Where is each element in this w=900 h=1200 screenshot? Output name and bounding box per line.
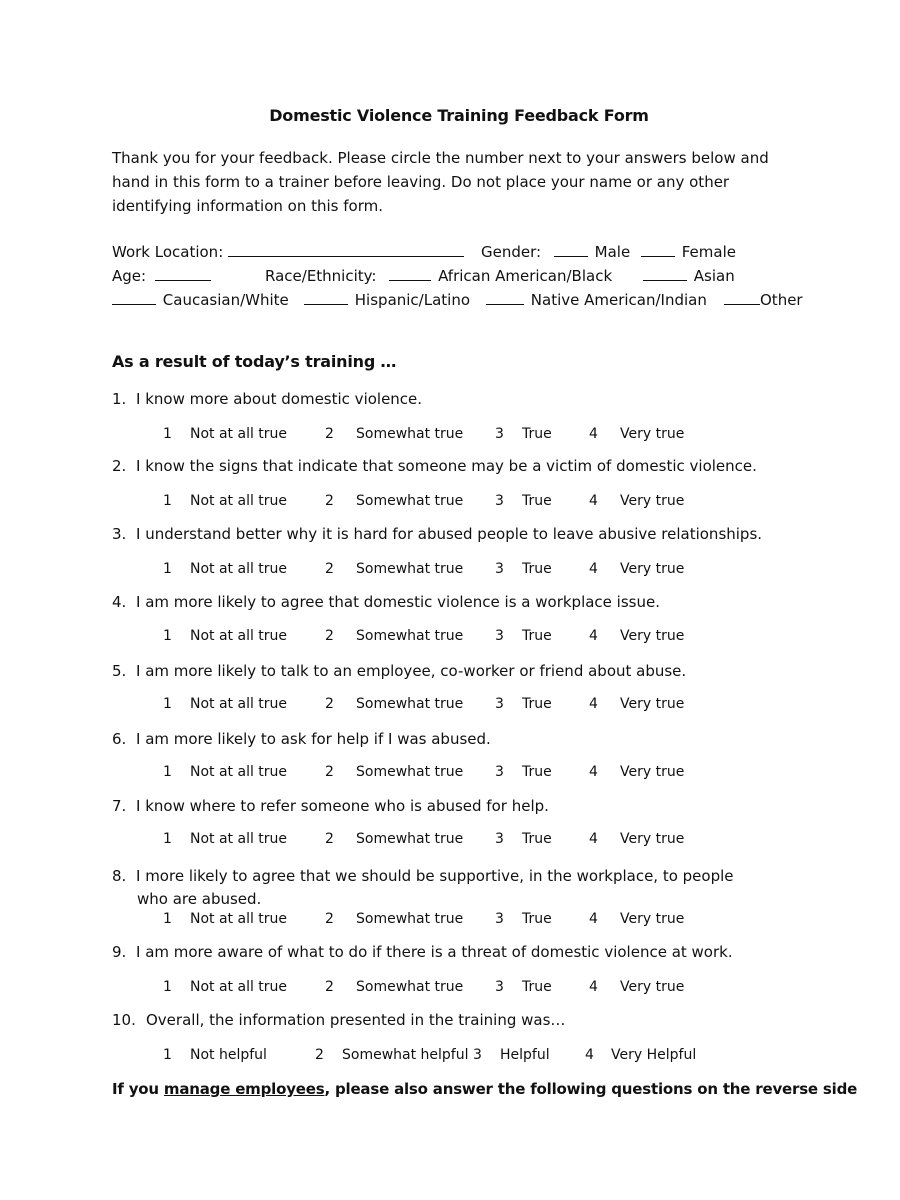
- rating-label-1: Not at all true: [190, 426, 288, 442]
- question-number: 2.: [112, 457, 127, 475]
- rating-option-1[interactable]: 1: [163, 979, 172, 995]
- rating-label-3: True: [522, 696, 552, 712]
- rating-option-1[interactable]: 1: [163, 1047, 172, 1063]
- rating-option-3[interactable]: 3: [495, 911, 504, 927]
- rating-option-1[interactable]: 1: [163, 493, 172, 509]
- rating-option-2[interactable]: 2: [315, 1047, 324, 1063]
- rating-label-1: Not at all true: [190, 696, 288, 712]
- question-number: 10.: [112, 1011, 136, 1029]
- note-suffix: , please also answer the following questions on the reverse side: [324, 1080, 858, 1098]
- rating-option-4[interactable]: 4: [589, 831, 598, 847]
- female-blank[interactable]: [641, 242, 675, 257]
- african-american-label: African American/Black: [438, 267, 613, 285]
- rating-label-1: Not at all true: [190, 911, 288, 927]
- asian-blank[interactable]: [643, 266, 687, 281]
- rating-option-3[interactable]: 3: [495, 764, 504, 780]
- question-number: 7.: [112, 797, 127, 815]
- rating-scale-5: [0, 696, 900, 716]
- question-1: [112, 390, 422, 408]
- question-3: [112, 525, 762, 543]
- rating-scale-3: [0, 561, 900, 581]
- question-text: I know more about domestic violence.: [136, 390, 423, 408]
- male-blank[interactable]: [554, 242, 588, 257]
- rating-option-1[interactable]: 1: [163, 831, 172, 847]
- male-label: Male: [594, 243, 631, 261]
- rating-label-2: Somewhat true: [356, 426, 464, 442]
- rating-scale-1: [0, 426, 900, 446]
- question-number: 6.: [112, 730, 127, 748]
- rating-option-3[interactable]: 3: [495, 493, 504, 509]
- rating-option-2[interactable]: 2: [325, 696, 334, 712]
- rating-label-4: Very true: [620, 764, 685, 780]
- rating-option-4[interactable]: 4: [585, 1047, 594, 1063]
- rating-label-2: Somewhat true: [356, 911, 464, 927]
- rating-label-4: Very true: [620, 831, 685, 847]
- gender-label: Gender:: [481, 243, 542, 261]
- rating-label-1: Not at all true: [190, 831, 288, 847]
- question-text: I more likely to agree that we should be supportive, in the workplace, to people: [136, 867, 734, 885]
- question-number: 8.: [112, 867, 127, 885]
- rating-label-2: Somewhat helpful: [342, 1047, 469, 1063]
- rating-label-3: True: [522, 628, 552, 644]
- asian-label: Asian: [693, 267, 735, 285]
- rating-option-3[interactable]: 3: [495, 628, 504, 644]
- hispanic-option: [304, 290, 470, 309]
- rating-label-1: Not at all true: [190, 764, 288, 780]
- age-field[interactable]: [155, 266, 211, 281]
- rating-option-3[interactable]: 3: [495, 561, 504, 577]
- question-text: Overall, the information presented in the training was…: [146, 1011, 566, 1029]
- question-9: [112, 943, 733, 961]
- rating-scale-4: [0, 628, 900, 648]
- rating-scale-9: [0, 979, 900, 999]
- caucasian-blank[interactable]: [112, 290, 156, 305]
- question-7: [112, 797, 549, 815]
- age-row: [112, 266, 213, 285]
- question-text-continued: who are abused.: [137, 890, 262, 908]
- rating-scale-2: [0, 493, 900, 513]
- form-title: Domestic Violence Training Feedback Form: [269, 106, 649, 125]
- caucasian-label: Caucasian/White: [162, 291, 289, 309]
- hispanic-blank[interactable]: [304, 290, 348, 305]
- question-number: 5.: [112, 662, 127, 680]
- question-5: [112, 662, 686, 680]
- race-label: Race/Ethnicity:: [265, 267, 377, 285]
- gender-row: [481, 242, 736, 261]
- rating-scale-8: [0, 911, 900, 931]
- intro-line: identifying information on this form.: [112, 197, 384, 215]
- race-row: [265, 266, 612, 285]
- rating-label-3: True: [522, 493, 552, 509]
- question-4: [112, 593, 660, 611]
- rating-label-2: Somewhat true: [356, 764, 464, 780]
- rating-label-3: Helpful: [500, 1047, 550, 1063]
- section-heading: As a result of today’s training …: [112, 352, 397, 371]
- other-label: Other: [760, 291, 803, 309]
- intro-paragraph: [112, 146, 812, 218]
- native-american-option: [486, 290, 707, 309]
- question-number: 1.: [112, 390, 127, 408]
- rating-option-1[interactable]: 1: [163, 764, 172, 780]
- question-number: 4.: [112, 593, 127, 611]
- rating-label-4: Very true: [620, 628, 685, 644]
- question-text: I am more likely to agree that domestic violence is a workplace issue.: [136, 593, 660, 611]
- question-6: [112, 730, 491, 748]
- question-text: I understand better why it is hard for abused people to leave abusive relationships.: [136, 525, 763, 543]
- rating-option-3[interactable]: 3: [473, 1047, 482, 1063]
- intro-line: Thank you for your feedback. Please circle the number next to your answers below and: [112, 149, 769, 167]
- question-text: I am more likely to ask for help if I was abused.: [136, 730, 491, 748]
- rating-label-1: Not at all true: [190, 561, 288, 577]
- rating-option-2[interactable]: 2: [325, 628, 334, 644]
- rating-option-4[interactable]: 4: [589, 696, 598, 712]
- other-option: [724, 290, 803, 309]
- rating-option-2[interactable]: 2: [325, 764, 334, 780]
- rating-option-3[interactable]: 3: [495, 696, 504, 712]
- question-8: [112, 865, 734, 911]
- rating-label-4: Very true: [620, 426, 685, 442]
- rating-option-4[interactable]: 4: [589, 979, 598, 995]
- question-2: [112, 457, 757, 475]
- question-number: 3.: [112, 525, 127, 543]
- rating-option-1[interactable]: 1: [163, 628, 172, 644]
- rating-label-3: True: [522, 426, 552, 442]
- question-text: I am more likely to talk to an employee, co-worker or friend about abuse.: [136, 662, 687, 680]
- rating-scale-6: [0, 764, 900, 784]
- rating-scale-7: [0, 831, 900, 851]
- rating-label-3: True: [522, 764, 552, 780]
- african-american-blank[interactable]: [389, 266, 431, 281]
- work-location-row: [112, 242, 466, 261]
- rating-label-1: Not at all true: [190, 493, 288, 509]
- question-text: I know where to refer someone who is abused for help.: [136, 797, 549, 815]
- rating-label-4: Very Helpful: [611, 1047, 697, 1063]
- rating-label-3: True: [522, 911, 552, 927]
- asian-row: [643, 266, 735, 285]
- caucasian-option: [112, 290, 289, 309]
- rating-label-2: Somewhat true: [356, 979, 464, 995]
- question-text: I am more aware of what to do if there is a threat of domestic violence at work.: [136, 943, 733, 961]
- rating-option-1[interactable]: 1: [163, 911, 172, 927]
- native-american-label: Native American/Indian: [530, 291, 707, 309]
- rating-option-3[interactable]: 3: [495, 426, 504, 442]
- rating-option-4[interactable]: 4: [589, 628, 598, 644]
- rating-label-4: Very true: [620, 493, 685, 509]
- rating-option-1[interactable]: 1: [163, 561, 172, 577]
- rating-label-1: Not at all true: [190, 979, 288, 995]
- rating-label-2: Somewhat true: [356, 696, 464, 712]
- rating-label-1: Not helpful: [190, 1047, 267, 1063]
- hispanic-label: Hispanic/Latino: [354, 291, 471, 309]
- rating-label-2: Somewhat true: [356, 831, 464, 847]
- age-label: Age:: [112, 267, 147, 285]
- rating-option-2[interactable]: 2: [325, 493, 334, 509]
- rating-label-2: Somewhat true: [356, 628, 464, 644]
- rating-option-1[interactable]: 1: [163, 426, 172, 442]
- rating-label-4: Very true: [620, 911, 685, 927]
- work-location-field[interactable]: [228, 242, 464, 257]
- rating-label-3: True: [522, 561, 552, 577]
- rating-option-4[interactable]: 4: [589, 493, 598, 509]
- female-label: Female: [681, 243, 736, 261]
- rating-option-2[interactable]: 2: [325, 561, 334, 577]
- rating-option-3[interactable]: 3: [495, 831, 504, 847]
- question-10: [112, 1011, 565, 1029]
- rating-option-4[interactable]: 4: [589, 426, 598, 442]
- rating-option-2[interactable]: 2: [325, 831, 334, 847]
- rating-scale-10: [0, 1047, 900, 1067]
- rating-option-4[interactable]: 4: [589, 561, 598, 577]
- rating-label-3: True: [522, 831, 552, 847]
- rating-label-2: Somewhat true: [356, 493, 464, 509]
- rating-option-2[interactable]: 2: [325, 426, 334, 442]
- rating-label-1: Not at all true: [190, 628, 288, 644]
- intro-line: hand in this form to a trainer before leaving. Do not place your name or any other: [112, 173, 730, 191]
- rating-label-3: True: [522, 979, 552, 995]
- rating-label-2: Somewhat true: [356, 561, 464, 577]
- rating-option-4[interactable]: 4: [589, 911, 598, 927]
- note-prefix: If you: [112, 1080, 164, 1098]
- question-number: 9.: [112, 943, 127, 961]
- work-location-label: Work Location:: [112, 243, 224, 261]
- rating-option-2[interactable]: 2: [325, 979, 334, 995]
- rating-option-3[interactable]: 3: [495, 979, 504, 995]
- rating-option-1[interactable]: 1: [163, 696, 172, 712]
- native-american-blank[interactable]: [486, 290, 524, 305]
- rating-label-4: Very true: [620, 696, 685, 712]
- rating-option-2[interactable]: 2: [325, 911, 334, 927]
- other-blank[interactable]: [724, 290, 760, 305]
- rating-label-4: Very true: [620, 979, 685, 995]
- question-text: I know the signs that indicate that someone may be a victim of domestic violence.: [136, 457, 757, 475]
- rating-label-4: Very true: [620, 561, 685, 577]
- reverse-side-note: [112, 1080, 857, 1098]
- rating-option-4[interactable]: 4: [589, 764, 598, 780]
- manage-employees-link: manage employees: [163, 1080, 325, 1098]
